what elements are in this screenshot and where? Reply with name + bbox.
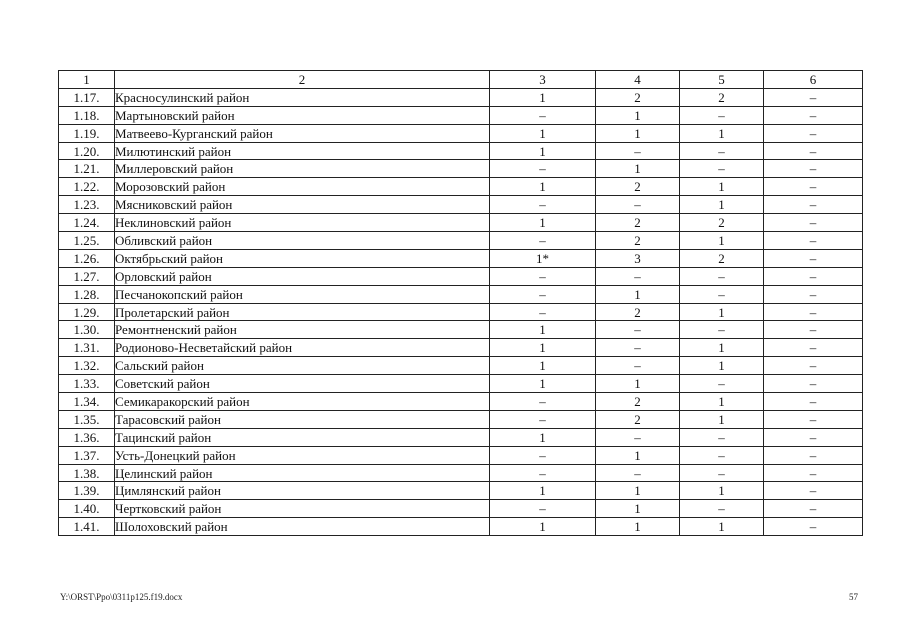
row-number-cell: 1.39. (59, 482, 115, 500)
column-4-cell: 1 (596, 518, 680, 536)
column-6-cell: – (764, 267, 863, 285)
district-name-cell: Советский район (115, 375, 490, 393)
district-name-cell: Морозовский район (115, 178, 490, 196)
district-name-cell: Целинский район (115, 464, 490, 482)
column-3-cell: – (490, 393, 596, 411)
district-name-cell: Песчанокопский район (115, 285, 490, 303)
district-name-cell: Семикаракорский район (115, 393, 490, 411)
table-row (59, 339, 863, 357)
row-number-cell: 1.32. (59, 357, 115, 375)
table-row (59, 88, 863, 106)
column-5-cell: – (680, 500, 764, 518)
column-4-cell: 1 (596, 375, 680, 393)
district-name-cell: Родионово-Несветайский район (115, 339, 490, 357)
table-row (59, 160, 863, 178)
column-6-cell: – (764, 160, 863, 178)
column-6-cell: – (764, 375, 863, 393)
table-row (59, 446, 863, 464)
row-number-cell: 1.21. (59, 160, 115, 178)
column-4-cell: – (596, 142, 680, 160)
district-name-cell: Тарасовский район (115, 410, 490, 428)
district-name-cell: Сальский район (115, 357, 490, 375)
table-row (59, 428, 863, 446)
district-name-cell: Октябрьский район (115, 249, 490, 267)
footer-file-path: Y:\ORST\Ppo\0311p125.f19.docx (60, 592, 183, 602)
column-3-cell: 1 (490, 142, 596, 160)
column-5-cell: – (680, 464, 764, 482)
column-header: 2 (115, 71, 490, 89)
district-name-cell: Тацинский район (115, 428, 490, 446)
column-6-cell: – (764, 518, 863, 536)
district-name-cell: Неклиновский район (115, 214, 490, 232)
table-row (59, 500, 863, 518)
column-4-cell: – (596, 464, 680, 482)
column-header: 5 (680, 71, 764, 89)
row-number-cell: 1.36. (59, 428, 115, 446)
column-5-cell: – (680, 267, 764, 285)
district-name-cell: Ремонтненский район (115, 321, 490, 339)
column-3-cell: 1 (490, 518, 596, 536)
column-5-cell: 1 (680, 232, 764, 250)
row-number-cell: 1.40. (59, 500, 115, 518)
column-4-cell: 1 (596, 500, 680, 518)
column-3-cell: 1 (490, 214, 596, 232)
row-number-cell: 1.34. (59, 393, 115, 411)
table-row (59, 267, 863, 285)
column-6-cell: – (764, 285, 863, 303)
column-4-cell: 2 (596, 178, 680, 196)
district-name-cell: Пролетарский район (115, 303, 490, 321)
column-4-cell: 1 (596, 446, 680, 464)
row-number-cell: 1.35. (59, 410, 115, 428)
row-number-cell: 1.28. (59, 285, 115, 303)
row-number-cell: 1.29. (59, 303, 115, 321)
row-number-cell: 1.23. (59, 196, 115, 214)
row-number-cell: 1.38. (59, 464, 115, 482)
table-row (59, 321, 863, 339)
row-number-cell: 1.27. (59, 267, 115, 285)
row-number-cell: 1.41. (59, 518, 115, 536)
district-name-cell: Шолоховский район (115, 518, 490, 536)
district-name-cell: Чертковский район (115, 500, 490, 518)
table-header-row (59, 71, 863, 89)
column-6-cell: – (764, 106, 863, 124)
district-table (58, 70, 863, 536)
column-3-cell: – (490, 232, 596, 250)
row-number-cell: 1.30. (59, 321, 115, 339)
column-3-cell: 1 (490, 375, 596, 393)
column-5-cell: 2 (680, 249, 764, 267)
column-5-cell: 1 (680, 482, 764, 500)
column-4-cell: 2 (596, 88, 680, 106)
column-4-cell: 2 (596, 303, 680, 321)
table-row (59, 482, 863, 500)
column-4-cell: – (596, 196, 680, 214)
table-row (59, 357, 863, 375)
column-header: 3 (490, 71, 596, 89)
district-name-cell: Милютинский район (115, 142, 490, 160)
row-number-cell: 1.25. (59, 232, 115, 250)
district-name-cell: Миллеровский район (115, 160, 490, 178)
table-row (59, 142, 863, 160)
column-5-cell: – (680, 285, 764, 303)
row-number-cell: 1.24. (59, 214, 115, 232)
column-6-cell: – (764, 321, 863, 339)
district-name-cell: Обливский район (115, 232, 490, 250)
column-4-cell: 2 (596, 410, 680, 428)
column-5-cell: 1 (680, 196, 764, 214)
column-4-cell: 1 (596, 285, 680, 303)
column-4-cell: – (596, 357, 680, 375)
table-row (59, 303, 863, 321)
table-row (59, 196, 863, 214)
column-3-cell: – (490, 285, 596, 303)
table-row (59, 232, 863, 250)
column-4-cell: 1 (596, 482, 680, 500)
column-6-cell: – (764, 428, 863, 446)
column-6-cell: – (764, 142, 863, 160)
column-5-cell: 1 (680, 410, 764, 428)
column-6-cell: – (764, 303, 863, 321)
district-name-cell: Красносулинский район (115, 88, 490, 106)
column-4-cell: 1 (596, 124, 680, 142)
district-name-cell: Мясниковский район (115, 196, 490, 214)
column-5-cell: – (680, 160, 764, 178)
row-number-cell: 1.37. (59, 446, 115, 464)
column-5-cell: 1 (680, 393, 764, 411)
column-3-cell: – (490, 267, 596, 285)
column-5-cell: – (680, 428, 764, 446)
table-row (59, 410, 863, 428)
table-row (59, 124, 863, 142)
column-5-cell: 2 (680, 88, 764, 106)
column-5-cell: – (680, 375, 764, 393)
column-4-cell: – (596, 267, 680, 285)
column-3-cell: 1 (490, 482, 596, 500)
column-6-cell: – (764, 249, 863, 267)
column-5-cell: 1 (680, 357, 764, 375)
column-3-cell: – (490, 303, 596, 321)
row-number-cell: 1.19. (59, 124, 115, 142)
column-4-cell: – (596, 339, 680, 357)
column-5-cell: – (680, 106, 764, 124)
column-3-cell: 1 (490, 124, 596, 142)
column-6-cell: – (764, 410, 863, 428)
district-name-cell: Цимлянский район (115, 482, 490, 500)
column-3-cell: 1 (490, 88, 596, 106)
column-6-cell: – (764, 214, 863, 232)
column-3-cell: – (490, 410, 596, 428)
column-3-cell: – (490, 464, 596, 482)
column-6-cell: – (764, 232, 863, 250)
column-3-cell: – (490, 500, 596, 518)
row-number-cell: 1.17. (59, 88, 115, 106)
column-5-cell: – (680, 446, 764, 464)
column-5-cell: – (680, 142, 764, 160)
column-5-cell: 1 (680, 178, 764, 196)
row-number-cell: 1.33. (59, 375, 115, 393)
row-number-cell: 1.20. (59, 142, 115, 160)
column-5-cell: 2 (680, 214, 764, 232)
column-header: 6 (764, 71, 863, 89)
column-5-cell: 1 (680, 124, 764, 142)
column-4-cell: 3 (596, 249, 680, 267)
column-3-cell: 1* (490, 249, 596, 267)
district-name-cell: Матвеево-Курганский район (115, 124, 490, 142)
column-3-cell: 1 (490, 321, 596, 339)
column-5-cell: 1 (680, 303, 764, 321)
column-3-cell: – (490, 446, 596, 464)
column-6-cell: – (764, 88, 863, 106)
district-name-cell: Мартыновский район (115, 106, 490, 124)
column-6-cell: – (764, 446, 863, 464)
column-header: 4 (596, 71, 680, 89)
column-6-cell: – (764, 339, 863, 357)
table-row (59, 518, 863, 536)
table-body (59, 88, 863, 535)
district-name-cell: Усть-Донецкий район (115, 446, 490, 464)
table-row (59, 375, 863, 393)
column-3-cell: 1 (490, 357, 596, 375)
column-6-cell: – (764, 124, 863, 142)
column-6-cell: – (764, 393, 863, 411)
column-3-cell: 1 (490, 339, 596, 357)
column-5-cell: 1 (680, 339, 764, 357)
column-6-cell: – (764, 178, 863, 196)
table-row (59, 285, 863, 303)
column-6-cell: – (764, 500, 863, 518)
column-6-cell: – (764, 464, 863, 482)
column-4-cell: – (596, 321, 680, 339)
column-6-cell: – (764, 196, 863, 214)
row-number-cell: 1.22. (59, 178, 115, 196)
column-6-cell: – (764, 482, 863, 500)
column-3-cell: – (490, 196, 596, 214)
table-row (59, 464, 863, 482)
district-name-cell: Орловский район (115, 267, 490, 285)
column-4-cell: 2 (596, 232, 680, 250)
column-6-cell: – (764, 357, 863, 375)
column-3-cell: 1 (490, 178, 596, 196)
column-5-cell: 1 (680, 518, 764, 536)
column-4-cell: 1 (596, 106, 680, 124)
table-row (59, 214, 863, 232)
table-row (59, 249, 863, 267)
column-5-cell: – (680, 321, 764, 339)
row-number-cell: 1.18. (59, 106, 115, 124)
page-number: 57 (849, 592, 858, 602)
column-4-cell: – (596, 428, 680, 446)
table-row (59, 393, 863, 411)
column-3-cell: – (490, 106, 596, 124)
table-row (59, 178, 863, 196)
row-number-cell: 1.26. (59, 249, 115, 267)
column-4-cell: 1 (596, 160, 680, 178)
column-header: 1 (59, 71, 115, 89)
table-row (59, 106, 863, 124)
row-number-cell: 1.31. (59, 339, 115, 357)
column-3-cell: – (490, 160, 596, 178)
column-4-cell: 2 (596, 214, 680, 232)
column-4-cell: 2 (596, 393, 680, 411)
column-3-cell: 1 (490, 428, 596, 446)
